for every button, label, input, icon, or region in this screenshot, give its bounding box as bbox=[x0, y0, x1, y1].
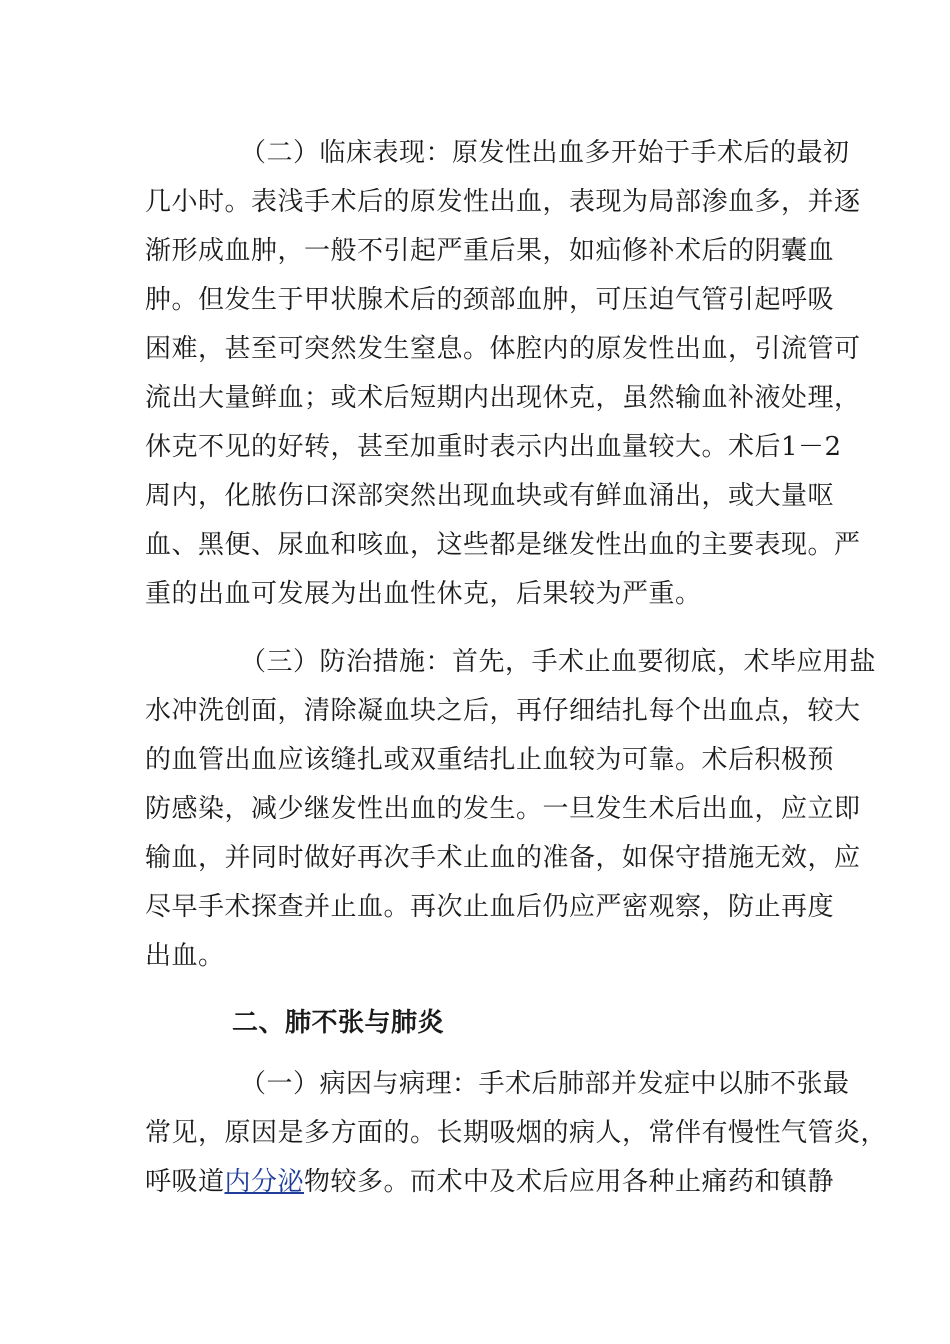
paragraph-line: （一）病因与病理：手术后肺部并发症中以肺不张最 bbox=[240, 1069, 850, 1099]
paragraph-line: 常见，原因是多方面的。长期吸烟的病人，常伴有慢性气管炎， bbox=[145, 1118, 888, 1148]
paragraph-line: 周内，化脓伤口深部突然出现血块或有鲜血涌出，或大量呕 bbox=[145, 481, 835, 511]
paragraph-line: 的血管出血应该缝扎或双重结扎止血较为可靠。术后积极预 bbox=[145, 745, 835, 775]
paragraph-line: （三）防治措施：首先，手术止血要彻底，术毕应用盐 bbox=[240, 647, 877, 677]
paragraph-line: （二）临床表现：原发性出血多开始于手术后的最初 bbox=[240, 138, 850, 168]
paragraph-line: 输血，并同时做好再次手术止血的准备，如保守措施无效，应 bbox=[145, 843, 861, 873]
line-suffix-text: 物较多。而术中及术后应用各种止痛药和镇静 bbox=[304, 1167, 835, 1197]
paragraph-line: 防感染，减少继发性出血的发生。一旦发生术后出血，应立即 bbox=[145, 794, 861, 824]
paragraph-line: 重的出血可发展为出血性休克，后果较为严重。 bbox=[145, 579, 702, 609]
line-prefix-text: 呼吸道 bbox=[145, 1167, 225, 1197]
paragraph-line: 休克不见的好转，甚至加重时表示内出血量较大。术后1－2 bbox=[145, 432, 842, 462]
paragraph-line: 困难，甚至可突然发生窒息。体腔内的原发性出血，引流管可 bbox=[145, 334, 861, 364]
paragraph-line: 流出大量鲜血；或术后短期内出现休克，虽然输血补液处理， bbox=[145, 383, 861, 413]
paragraph-line: 肿。但发生于甲状腺术后的颈部血肿，可压迫气管引起呼吸 bbox=[145, 285, 835, 315]
paragraph-line: 水冲洗创面，清除凝血块之后，再仔细结扎每个出血点，较大 bbox=[145, 696, 861, 726]
paragraph-line: 尽早手术探查并止血。再次止血后仍应严密观察，防止再度 bbox=[145, 892, 835, 922]
paragraph-line: 血、黑便、尿血和咳血，这些都是继发性出血的主要表现。严 bbox=[145, 530, 861, 560]
paragraph-line: 渐形成血肿，一般不引起严重后果，如疝修补术后的阴囊血 bbox=[145, 236, 835, 266]
paragraph-line bbox=[145, 1162, 834, 1202]
endocrine-link[interactable]: 内分泌 bbox=[224, 1167, 305, 1197]
section-heading: 二、肺不张与肺炎 bbox=[232, 1008, 445, 1038]
paragraph-line: 出血。 bbox=[145, 941, 225, 971]
paragraph-line: 几小时。表浅手术后的原发性出血，表现为局部渗血多，并逐 bbox=[145, 187, 861, 217]
